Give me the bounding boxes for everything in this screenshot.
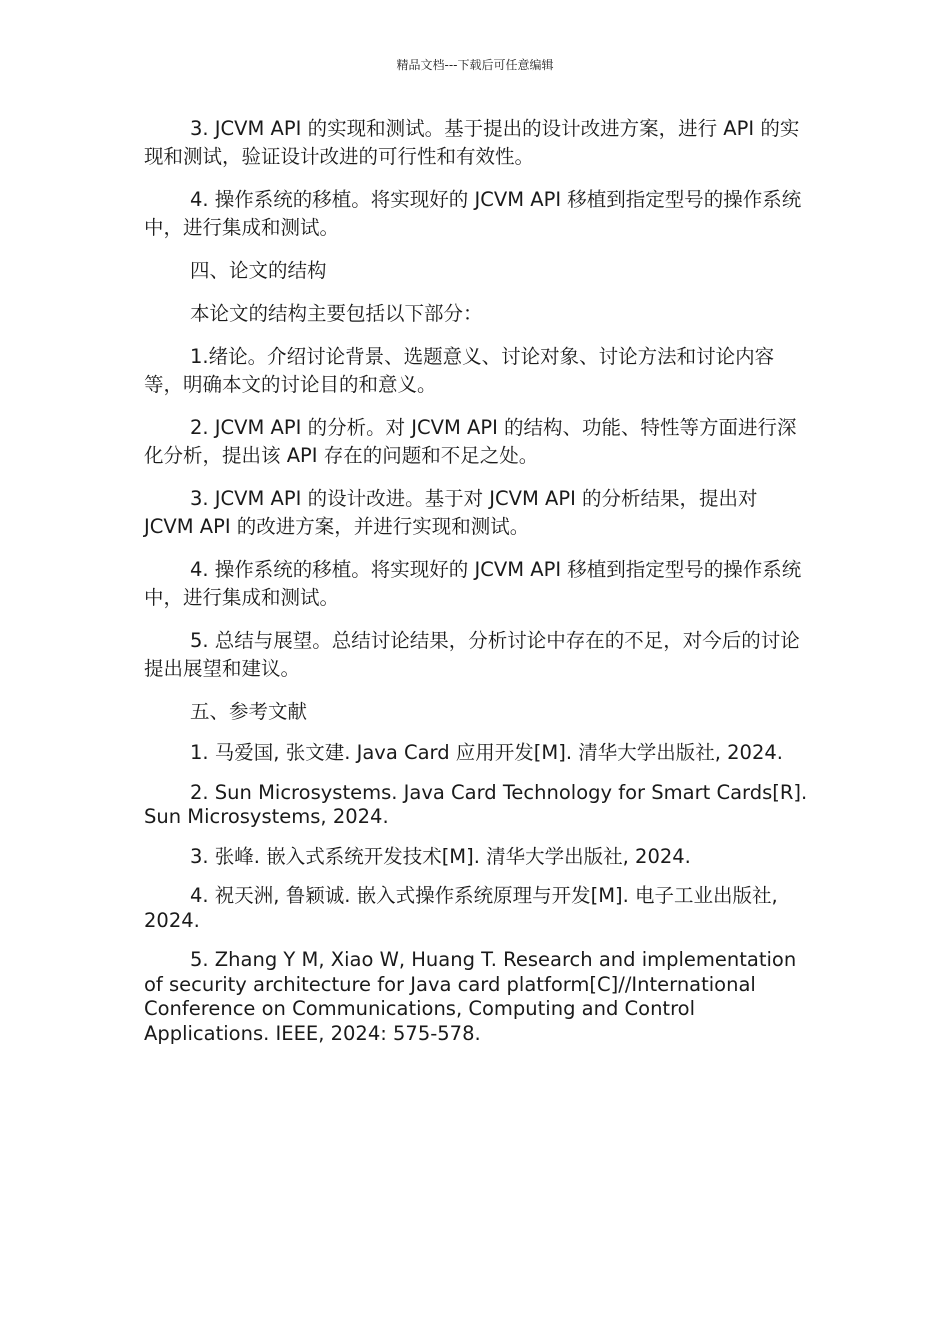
section-heading: 五、参考文献 [190, 700, 308, 723]
section-heading: 四、论文的结构 [190, 259, 327, 282]
list-item: 2. JCVM API 的分析。对 JCVM API 的结构、功能、特性等方面进行深化分析，提出该 API 存在的问题和不足之处。 [144, 416, 797, 467]
list-item: 1.绪论。介绍讨论背景、选题意义、讨论对象、讨论方法和讨论内容等，明确本文的讨论目的和意义。 [144, 345, 775, 396]
page-header: 精品文档---下载后可任意编辑 [396, 58, 554, 72]
list-item: 3. JCVM API 的设计改进。基于对 JCVM API 的分析结果，提出对 JCVM API 的改进方案，并进行实现和测试。 [144, 487, 758, 538]
reference-item: 5. Zhang Y M, Xiao W, Huang T. Research and implementation of security architecture for Java card platform[C]//International Conference on Communications, Computing and Control Applications. IEEE, 2024: 575-578. [144, 948, 797, 1045]
list-item: 4. 操作系统的移植。将实现好的 JCVM API 移植到指定型号的操作系统中，进行集成和测试。 [144, 558, 802, 609]
reference-item: 4. 祝天洲, 鲁颖诚. 嵌入式操作系统原理与开发[M]. 电子工业出版社, 2024. [144, 884, 778, 932]
reference-item: 2. Sun Microsystems. Java Card Technology for Smart Cards[R]. Sun Microsystems, 2024. [144, 780, 808, 828]
paragraph: 3. JCVM API 的实现和测试。基于提出的设计改进方案，进行 API 的实现和测试，验证设计改进的可行性和有效性。 [144, 117, 800, 168]
reference-item: 3. 张峰. 嵌入式系统开发技术[M]. 清华大学出版社, 2024. [190, 844, 691, 868]
paragraph: 4. 操作系统的移植。将实现好的 JCVM API 移植到指定型号的操作系统中，进行集成和测试。 [144, 188, 802, 239]
reference-item: 1. 马爱国, 张文建. Java Card 应用开发[M]. 清华大学出版社, 2024. [190, 741, 783, 764]
document-body [144, 115, 808, 1061]
paragraph: 本论文的结构主要包括以下部分： [190, 302, 483, 325]
list-item: 5. 总结与展望。总结讨论结果，分析讨论中存在的不足，对今后的讨论提出展望和建议。 [144, 629, 800, 680]
